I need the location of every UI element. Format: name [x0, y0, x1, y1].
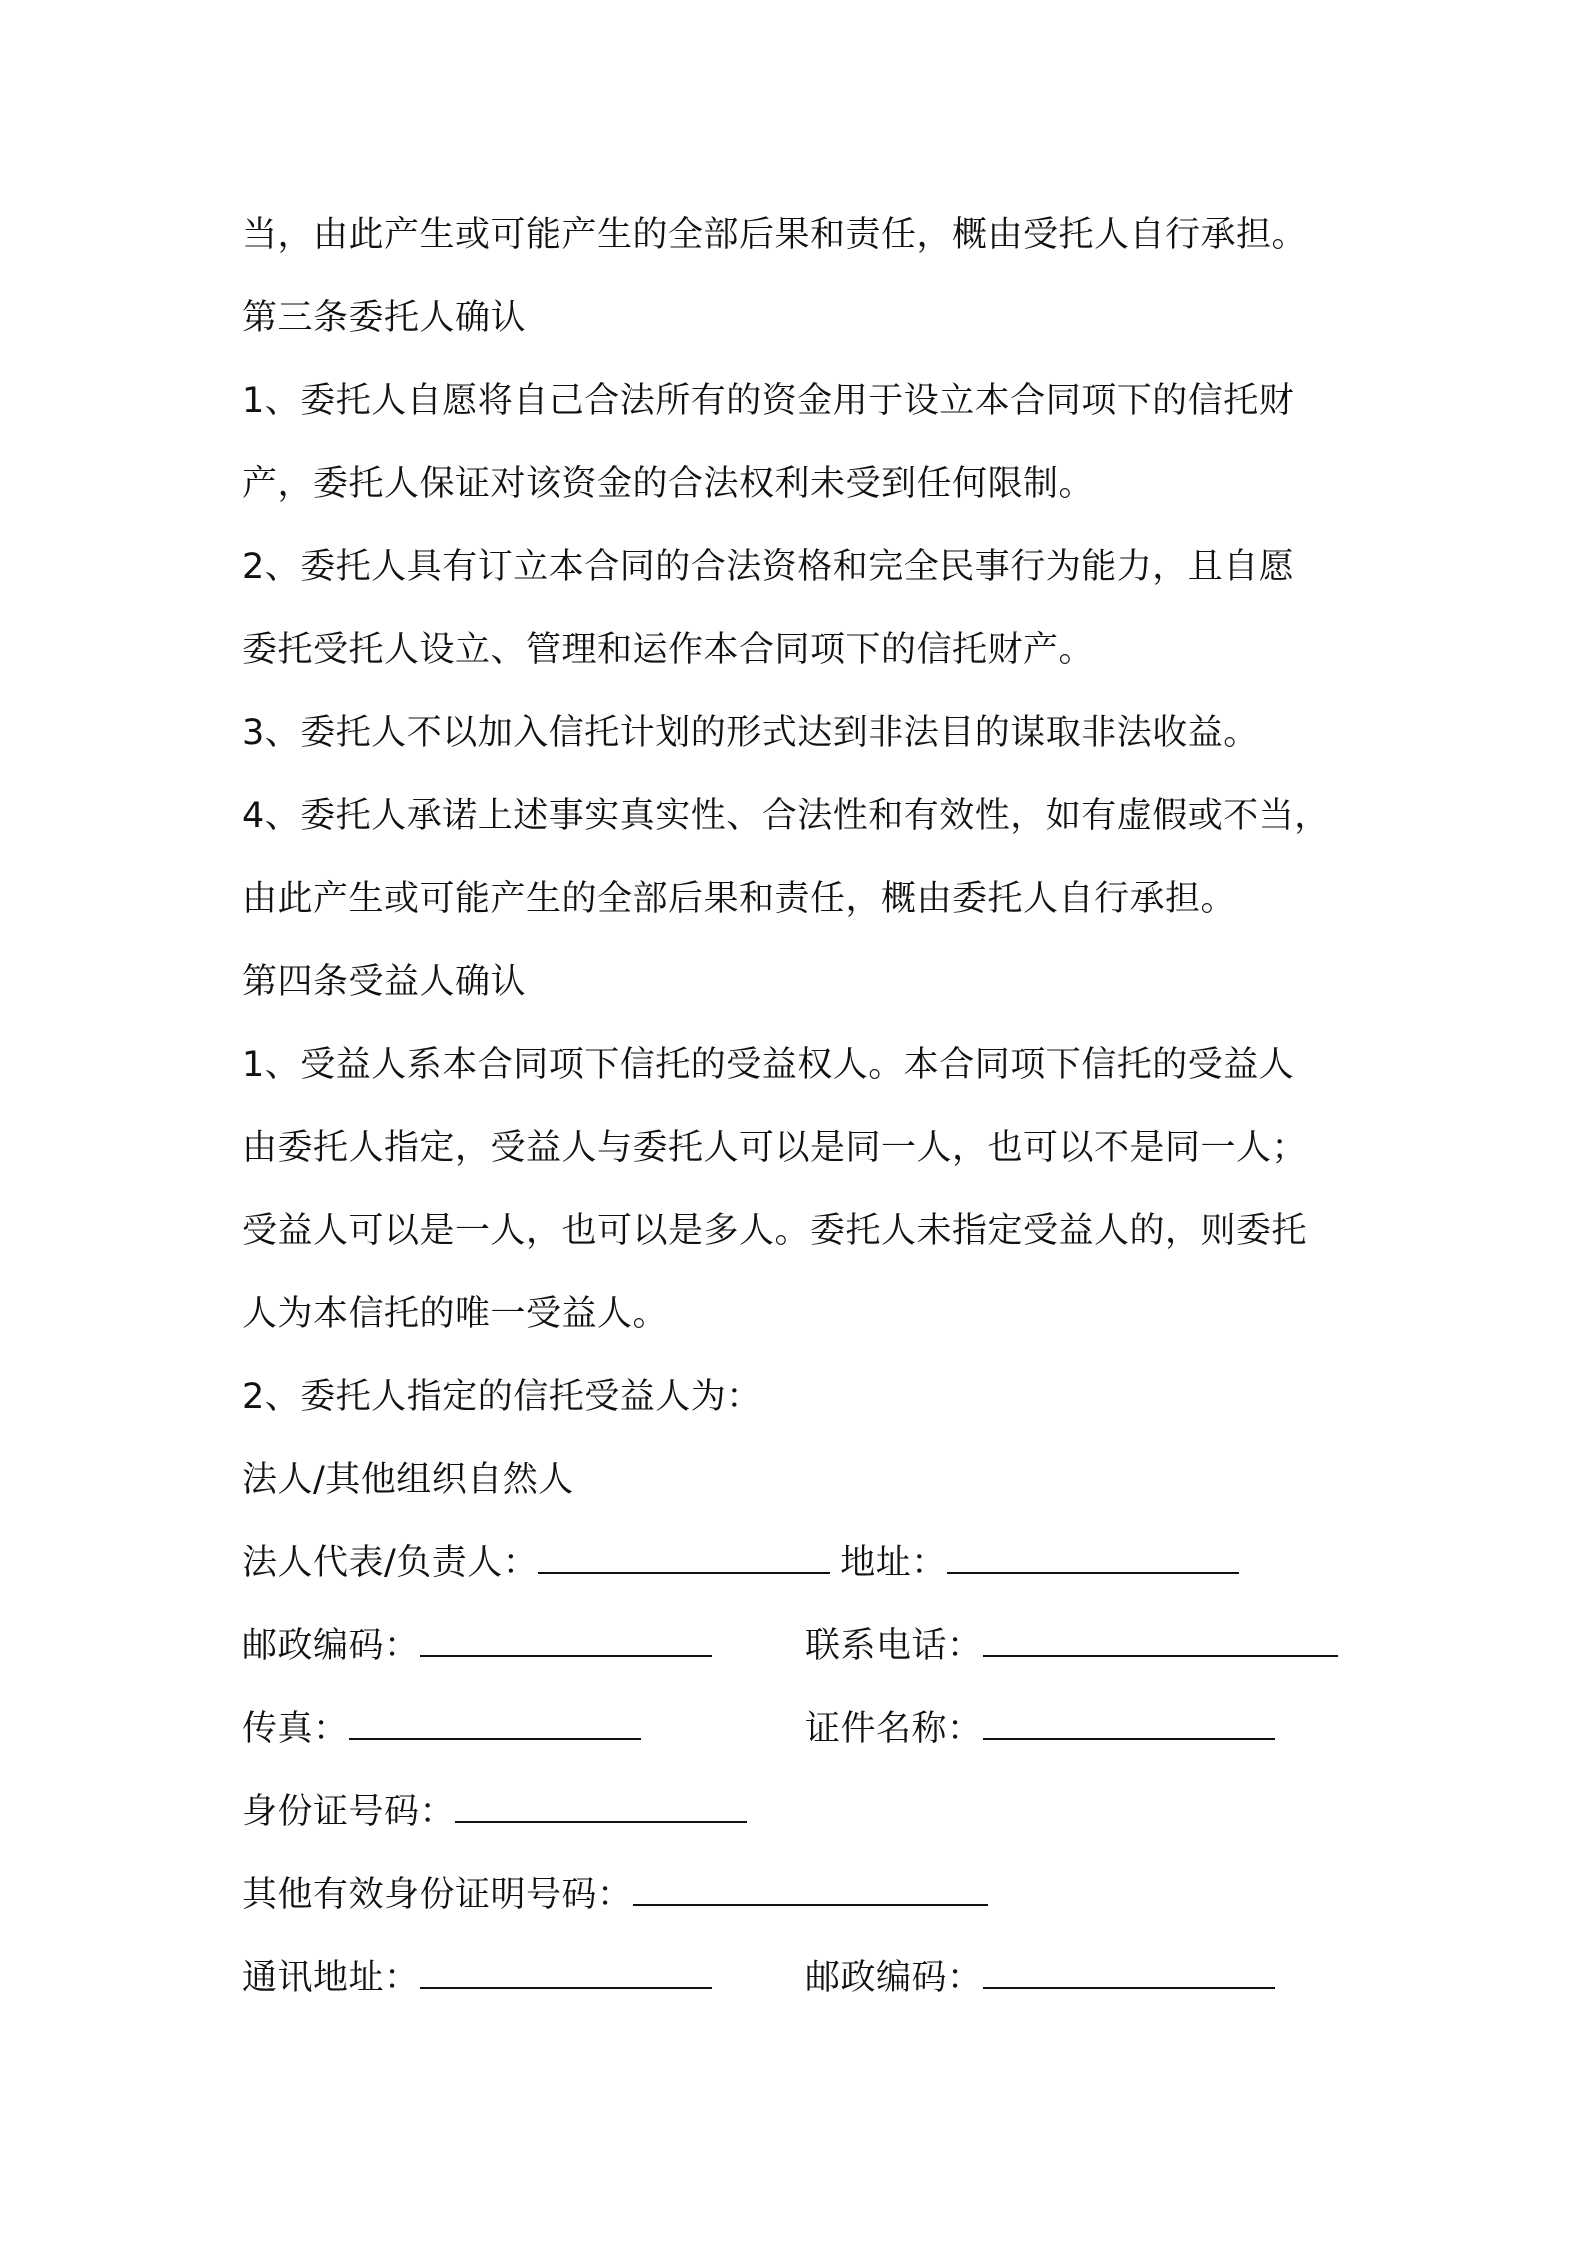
- document-body: [242, 194, 1372, 2020]
- phone-field[interactable]: [983, 1625, 1338, 1657]
- section-heading-article-4: 第四条受益人确认: [242, 962, 527, 1002]
- paragraph-line: 1、受益人系本合同项下信托的受益权人。本合同项下信托的受益人: [242, 1045, 1295, 1085]
- other-id-field[interactable]: [633, 1874, 988, 1906]
- address-label: 地址：: [840, 1543, 947, 1583]
- paragraph-line: 2、委托人指定的信托受益人为：: [242, 1377, 762, 1417]
- fax-field[interactable]: [349, 1708, 641, 1740]
- form-row-fax-id-type: [242, 1688, 1372, 1771]
- paragraph-line: 由此产生或可能产生的全部后果和责任，概由委托人自行承担。: [242, 879, 1237, 919]
- id-number-label: 身份证号码：: [242, 1792, 456, 1832]
- id-type-label: 证件名称：: [805, 1709, 983, 1749]
- mailing-address-field[interactable]: [420, 1957, 712, 1989]
- phone-group: [805, 1605, 1338, 1688]
- other-id-label: 其他有效身份证明号码：: [242, 1875, 633, 1915]
- postal-code-field[interactable]: [420, 1625, 712, 1657]
- address-field[interactable]: [947, 1542, 1239, 1574]
- id-type-group: [805, 1688, 1275, 1771]
- paragraph-line: 2、委托人具有订立本合同的合法资格和完全民事行为能力，且自愿: [242, 547, 1295, 587]
- id-number-field[interactable]: [455, 1791, 747, 1823]
- paragraph-line: 1、委托人自愿将自己合法所有的资金用于设立本合同项下的信托财: [242, 381, 1295, 421]
- form-row-legal-rep-address: [242, 1522, 1372, 1605]
- postal-code2-group: [805, 1937, 1275, 2020]
- postal-code-label: 邮政编码：: [242, 1626, 420, 1666]
- postal-code2-field[interactable]: [983, 1957, 1275, 1989]
- paragraph-line: 产，委托人保证对该资金的合法权利未受到任何限制。: [242, 464, 1095, 504]
- legal-rep-field[interactable]: [538, 1542, 830, 1574]
- paragraph-line: 受益人可以是一人，也可以是多人。委托人未指定受益人的，则委托: [242, 1211, 1308, 1251]
- paragraph-line: 当，由此产生或可能产生的全部后果和责任，概由受托人自行承担。: [242, 215, 1308, 255]
- beneficiary-type-line: 法人/其他组织自然人: [242, 1460, 574, 1500]
- form-row-id-number: [242, 1771, 1372, 1854]
- paragraph-line: 3、委托人不以加入信托计划的形式达到非法目的谋取非法收益。: [242, 713, 1259, 753]
- form-row-other-id: [242, 1854, 1372, 1937]
- id-type-field[interactable]: [983, 1708, 1275, 1740]
- paragraph-line: 人为本信托的唯一受益人。: [242, 1294, 669, 1334]
- fax-label: 传真：: [242, 1709, 349, 1749]
- form-row-mailing-postal: [242, 1937, 1372, 2020]
- paragraph-line: 委托受托人设立、管理和运作本合同项下的信托财产。: [242, 630, 1095, 670]
- mailing-address-label: 通讯地址：: [242, 1958, 420, 1998]
- paragraph-line: 由委托人指定，受益人与委托人可以是同一人，也可以不是同一人；: [242, 1128, 1308, 1168]
- paragraph-line: 4、委托人承诺上述事实真实性、合法性和有效性，如有虚假或不当，: [242, 796, 1330, 836]
- section-heading-article-3: 第三条委托人确认: [242, 298, 527, 338]
- phone-label: 联系电话：: [805, 1626, 983, 1666]
- legal-rep-label: 法人代表/负责人：: [242, 1543, 539, 1583]
- postal-code2-label: 邮政编码：: [805, 1958, 983, 1998]
- form-row-postal-phone: [242, 1605, 1372, 1688]
